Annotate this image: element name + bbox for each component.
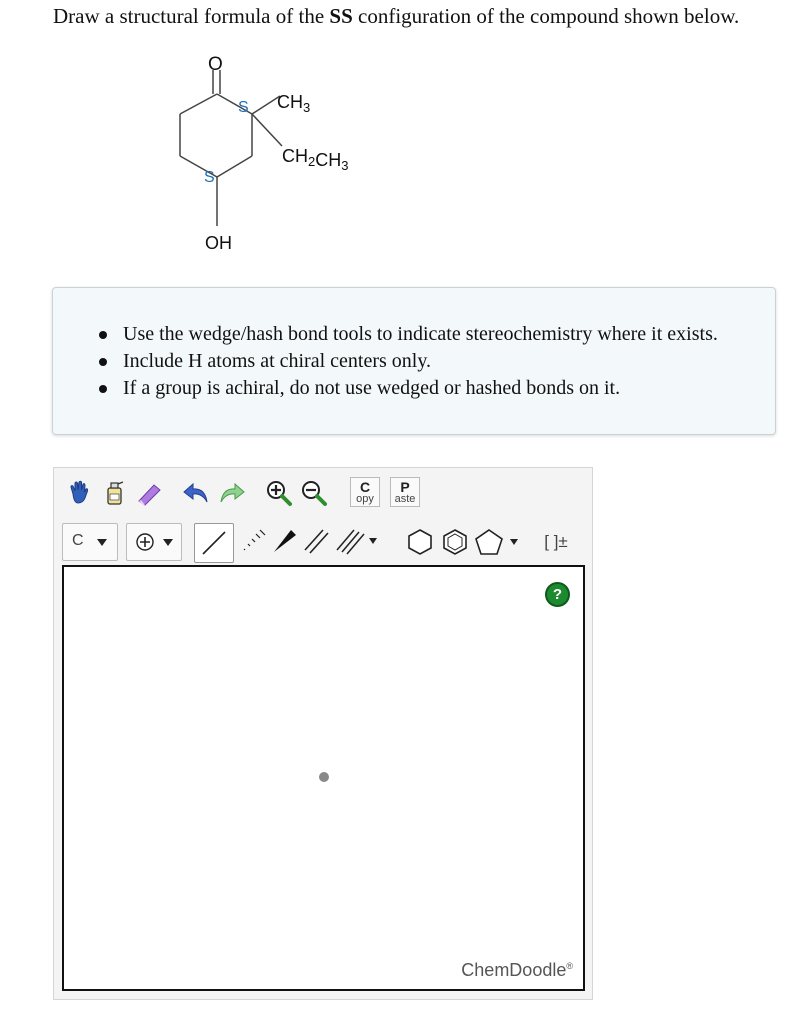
cyclopentane-tool[interactable] — [474, 526, 526, 558]
zoom-out-icon[interactable] — [299, 478, 329, 508]
methyl-label: $CH_3$ — [277, 92, 311, 115]
instructions-box — [52, 287, 776, 435]
instruction-item: Include H atoms at chiral centers only. — [95, 348, 718, 375]
double-bond-tool[interactable] — [301, 526, 331, 556]
hash-bond-tool[interactable] — [238, 526, 268, 556]
molecule-structure — [150, 48, 410, 268]
paste-button-letter: P — [400, 479, 410, 495]
undo-icon[interactable] — [181, 478, 211, 508]
chemdoodle-brand: ChemDoodle — [461, 960, 567, 980]
question-suffix: configuration of the compound shown below. — [352, 4, 740, 28]
instructions-list — [95, 321, 718, 402]
single-bond-icon — [195, 524, 233, 562]
question-config: SS — [329, 4, 353, 28]
canvas-center-dot — [319, 772, 329, 782]
stereo-label-upper: S — [238, 99, 249, 116]
paste-button[interactable] — [390, 477, 420, 507]
chevron-down-icon — [97, 539, 107, 547]
help-button[interactable]: ? — [545, 582, 570, 607]
atom-label: C — [72, 532, 84, 549]
chevron-down-icon — [163, 539, 173, 547]
benzene-icon — [440, 527, 470, 557]
benzene-tool[interactable] — [439, 526, 471, 558]
triple-bond-tool[interactable] — [334, 526, 380, 556]
copy-button-text: opy — [356, 493, 374, 505]
wedge-bond-icon — [269, 526, 299, 556]
stereo-label-lower: S — [204, 169, 215, 186]
hydroxyl-label: OH — [205, 233, 232, 253]
charge-selector[interactable] — [126, 523, 182, 561]
carbonyl-oxygen: O — [208, 54, 223, 75]
double-bond-icon — [301, 526, 331, 556]
instruction-item: Use the wedge/hash bond tools to indicate stereochemistry where it exists. — [95, 321, 718, 348]
ring-bond — [217, 156, 252, 177]
chemdoodle-editor — [53, 467, 593, 1000]
ethyl-bond — [252, 114, 282, 146]
plus-charge-icon — [135, 532, 155, 552]
hexagon-icon — [405, 527, 435, 557]
chemdoodle-logo[interactable] — [461, 960, 573, 981]
triple-bond-icon — [334, 526, 380, 556]
wedge-bond-tool[interactable] — [269, 526, 299, 556]
single-bond-tool[interactable] — [194, 523, 234, 563]
ethyl-label: $CH_2CH_3$ — [282, 146, 349, 173]
ring-bond — [180, 94, 217, 114]
charge-bracket-tool[interactable]: [ ]± — [544, 532, 568, 551]
copy-button[interactable] — [350, 477, 380, 507]
zoom-in-icon[interactable] — [264, 478, 294, 508]
eraser-icon[interactable] — [134, 478, 164, 508]
redo-icon[interactable] — [217, 478, 247, 508]
copy-button-letter: C — [359, 479, 371, 495]
clear-bottle-icon[interactable] — [99, 478, 129, 508]
question-text — [53, 4, 739, 29]
paste-button-text: aste — [394, 493, 416, 505]
cyclohexane-tool[interactable] — [404, 526, 436, 558]
chemdoodle-registered: ® — [566, 961, 573, 971]
instruction-item: If a group is achiral, do not use wedged or hashed bonds on it. — [95, 375, 718, 402]
pentagon-icon — [474, 527, 526, 557]
hand-pan-icon[interactable] — [64, 478, 94, 508]
atom-selector[interactable] — [62, 523, 118, 561]
drawing-canvas[interactable] — [62, 565, 585, 991]
hash-bond-icon — [238, 526, 268, 556]
methyl-bond — [252, 96, 280, 114]
question-prefix: Draw a structural formula of the — [53, 4, 330, 28]
